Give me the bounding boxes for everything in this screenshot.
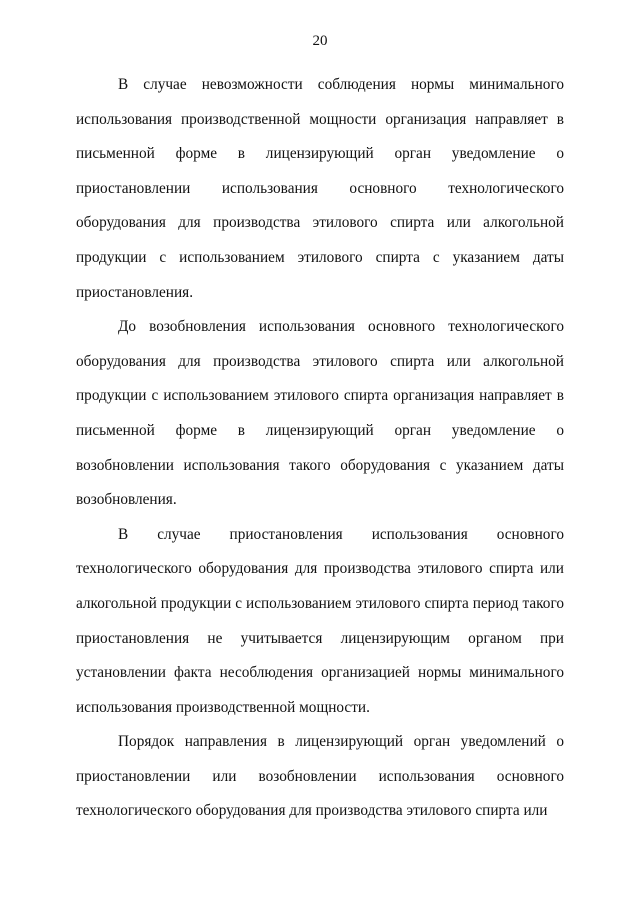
paragraph-resumption-notice: До возобновления использования основного технологического оборудования для производства этилового спирта или алкогольной продукции с использованием этилового спирта организация направляет в письменной форме в лицензирующий орган уведомление о возобновлении использования такого оборудования с указанием даты возобновления.: [76, 318, 564, 509]
paragraph-notification-procedure: Порядок направления в лицензирующий орган уведомлений о приостановлении или возобновлении использования основного технологического оборудования для производства этилового спирта или: [76, 733, 564, 820]
page-number: 20: [312, 33, 328, 49]
document-body: [76, 68, 564, 829]
paragraph-suspension-notice: В случае невозможности соблюдения нормы минимального использования производственной мощности организация направляет в письменной форме в лицензирующий орган уведомление о приостановлении использования основного технологического оборудования для производства этилового спирта или алкогольной продукции с использованием этилового спирта с указанием даты приостановления.: [76, 76, 564, 301]
paragraph-suspension-period: В случае приостановления использования основного технологического оборудования для производства этилового спирта или алкогольной продукции с использованием этилового спирта период такого приостановления не учитывается лицензирующим органом при установлении факта несоблюдения организацией нормы минимального использования производственной мощности.: [76, 525, 564, 716]
